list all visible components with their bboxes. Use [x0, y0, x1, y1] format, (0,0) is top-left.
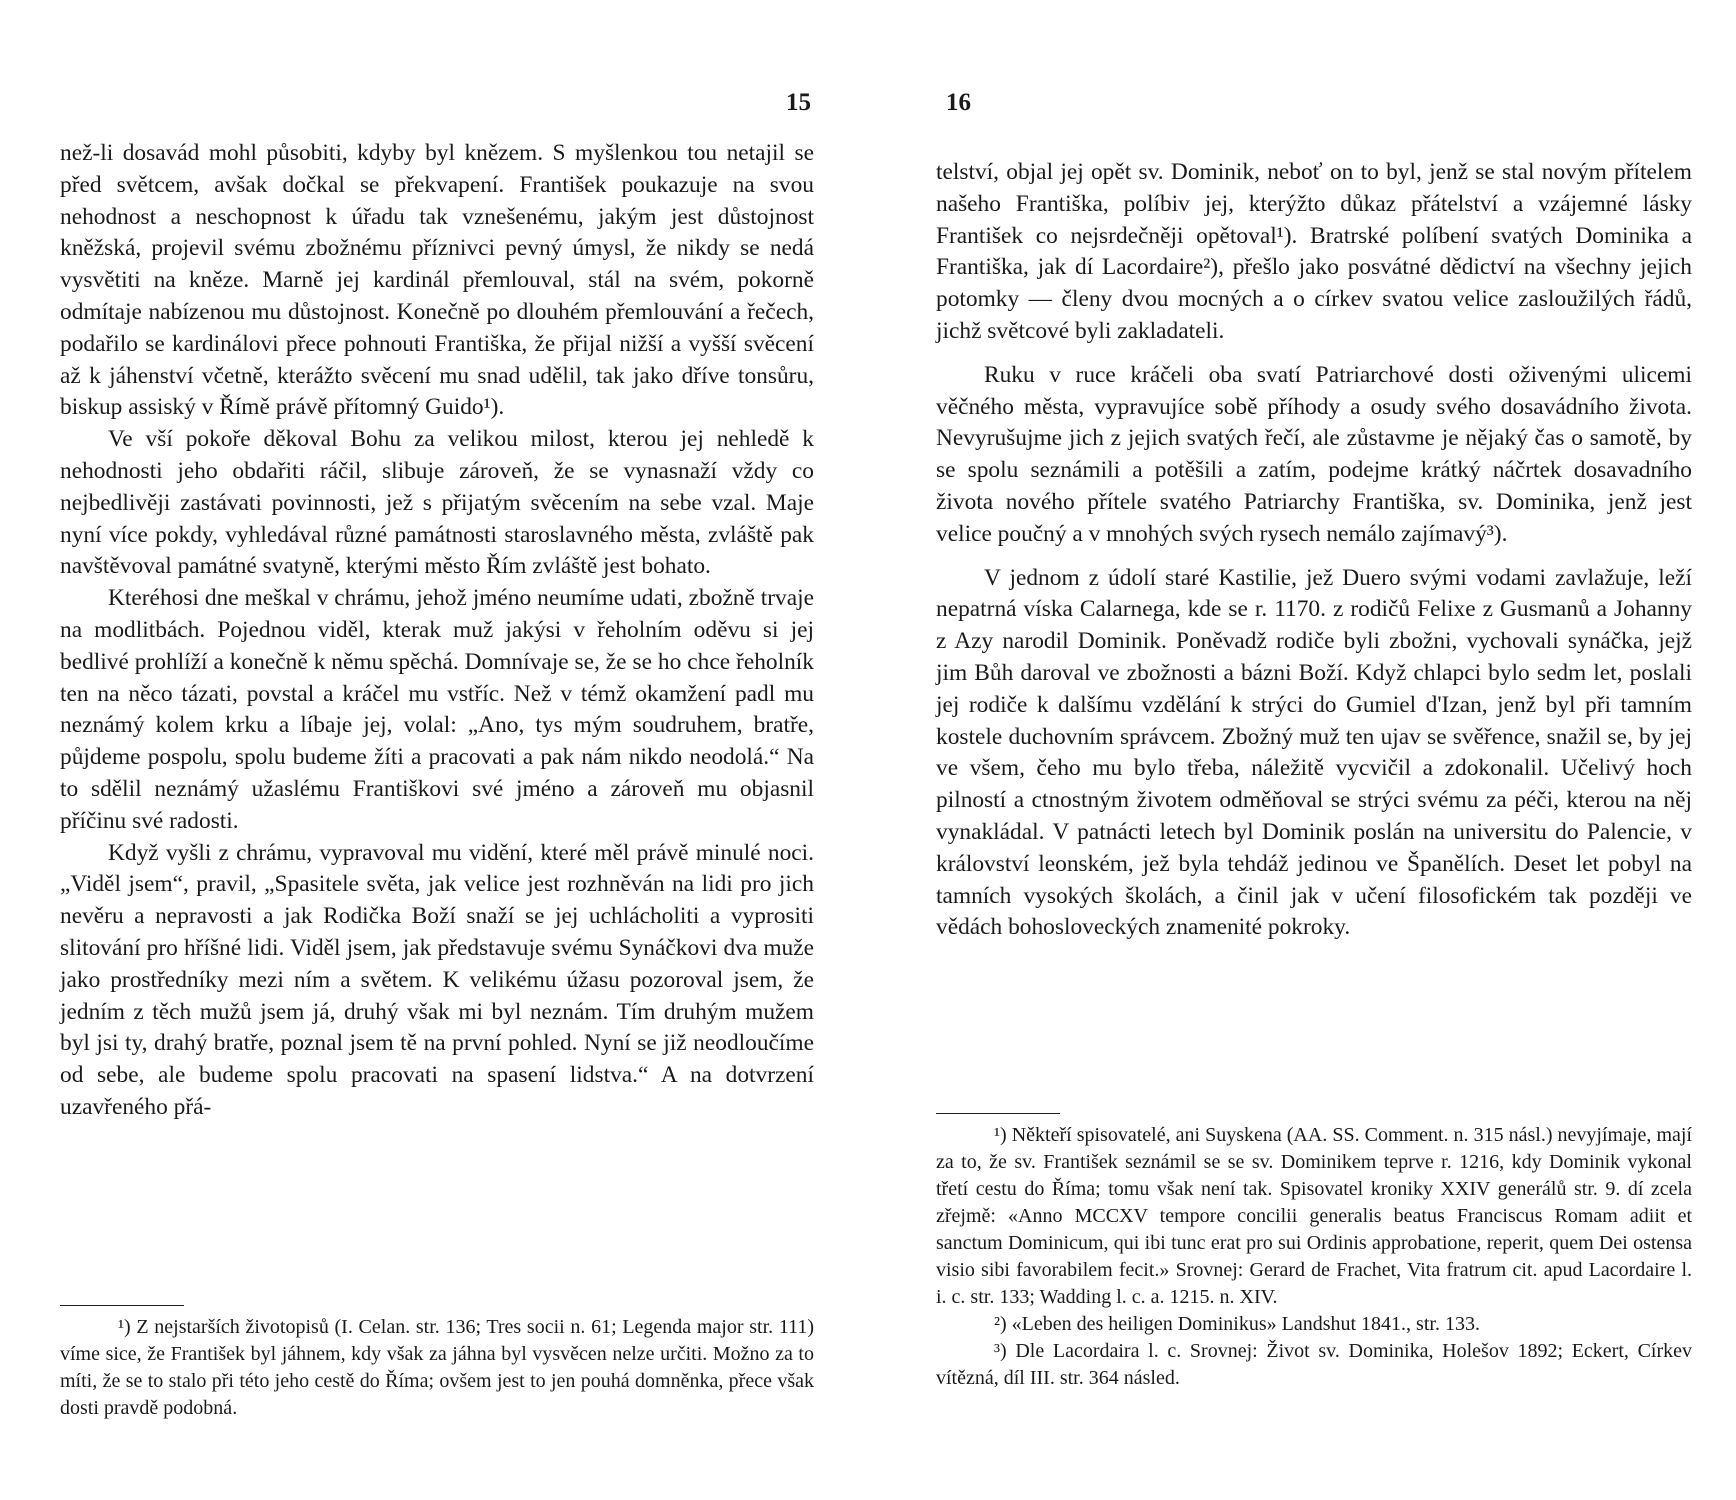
paragraph: telství, objal jej opět sv. Dominik, neboť on to byl, jenž se stal novým přítelem našeho Františka, políbiv jej, kterýžto důkaz přátelství a vzájemné lásky František co nejsrdečněji opětoval¹). Bratrské políbení svatých Dominika a Františka, jak dí Lacordaire²), přešlo jako posvátné dědictví na všechny jejich potomky — členy dvou mocných a o církev svatou velice zasloužilých řádů, jichž světcové byli zakladateli.: [936, 159, 1692, 344]
footnote: ¹) Někteří spisovatelé, ani Suyskena (AA. SS. Comment. n. 315 násl.) nevyjímaje, mají za to, že sv. František seznámil se se sv. Dominikem teprve r. 1216, kdy Dominik vykonal třetí cestu do Říma; tomu však není tak. Spisovatel kroniky XXIV generálů str. 9. dí zcela zřejmě: «Anno MCCXV tempore concilii generalis beatus Franciscus Romam adiit et sanctum Dominicum, qui ibi tunc erat pro sui Ordinis approbatione, reperit, quem Dei ostensa visio sibi favorabilem fecit.» Srovnej: Gerard de Frachet, Vita fratrum cit. apud Lacordaire l. i. c. str. 133; Wadding l. c. a. 1215. n. XIV.: [936, 1124, 1692, 1308]
body-text: [936, 157, 1692, 944]
footnote: ¹) Z nejstarších životopisů (I. Celan. str. 136; Tres socii n. 61; Legenda major str. 111) víme sice, že František byl jáhnem, kdy však za jáhna byl vysvěcen nelze určiti. Možno za to míti, že se to stalo při této jeho cestě do Říma; ovšem jest to jen pouhá domněnka, přece však dosti pravdě podobná.: [60, 1316, 814, 1419]
paragraph: V jednom z údolí staré Kastilie, jež Duero svými vodami zavlažuje, leží nepatrná víska Calarnega, kde se r. 1170. z rodičů Felixe z Gusmanů a Johanny z Azy narodil Dominik. Poněvadž rodiče byli zbožni, vychovali synáčka, jejž jim Bůh daroval ve zbožnosti a bázni Boží. Když chlapci bylo sedm let, poslali jej rodiče k dalšímu vzdělání k strýci do Gumiel d'Izan, jenž byl při tamním kostele duchovním správcem. Zbožný muž ten ujav se svěřence, snažil se, by jej ve všem, čeho mu bylo třeba, náležitě vycvičil a zdokonalil. Učelivý hoch pilností a ctnostným životem odměňoval se strýci svému za péči, kterou na něj vynakládal. V patnácti letech byl Dominik poslán na universitu do Palencie, v království leonském, jež byla tehdáž jedinou ve Španělích. Deset let pobyl na tamních vysokých školách, a činil jak v učení filosofickém tak později ve vědách bohosloveckých znamenité pokroky.: [936, 564, 1692, 941]
paragraph: Kteréhosi dne meškal v chrámu, jehož jméno neumíme udati, zbožně trvaje na modlitbách. Pojednou viděl, kterak muž jakýsi v řeholním oděvu si jej bedlivé prohlíží a konečně k němu spěchá. Domnívaje se, že se ho chce řeholník ten na něco tázati, povstal a kráčel mu vstříc. Než v témž okamžení padl mu neznámý kolem krku a líbaje jej, volal: „Ano, tys mým soudruhem, bratře, půjdeme pospolu, spolu budeme žíti a pracovati a pak nám nikdo neodolá.“ Na to sdělil neznámý užaslému Františkovi své jméno a zároveň mu objasnil příčinu své radosti.: [60, 585, 814, 834]
footnotes: [936, 1122, 1692, 1392]
paragraph: Ruku v ruce kráčeli oba svatí Patriarchové dosti oživenými ulicemi věčného města, vypravujíce sobě příhody a osudy svého dosavádního života. Nevyrušujme jich z jejich svatých řečí, ale zůstavme je nějaký čas o samotě, by se spolu seznámili a potěšili a zatím, podejme krátký náčrtek dosavadního života nového přítele svatého Patriarchy Františka, sv. Dominika, jenž jest velice poučný a v mnohých svých rysech nemálo zajímavý³).: [936, 361, 1692, 547]
body-text: [60, 138, 814, 1124]
footnotes: [60, 1314, 814, 1422]
right-page: [868, 0, 1736, 1500]
footnote: ³) Dle Lacordaira l. c. Srovnej: Život sv. Dominika, Holešov 1892; Eckert, Církev vítězná, díl III. str. 364 násled.: [936, 1340, 1692, 1389]
page-number: 15: [786, 89, 811, 116]
paragraph: Když vyšli z chrámu, vypravoval mu vidění, které měl právě minulé noci. „Viděl jsem“, pravil, „Spasitele světa, jak velice jest rozhněván na lidi pro jich nevěru a nepravosti a jak Rodička Boží snaží se jej uchlácholiti a vyprositi slitování pro hříšné lidi. Viděl jsem, jak představuje svému Synáčkovi dva muže jako prostředníky mezi ním a světem. K velikému úžasu pozoroval jsem, že jedním z těch mužů jsem já, druhý však mi byl neznám. Tím druhým mužem byl jsi ty, drahý bratře, poznal jsem tě na první pohled. Nyní se již neodloučíme od sebe, ale budeme spolu pracovati na spasení lidstva.“ A na dotvrzení uzavřeného přá-: [60, 839, 814, 1120]
footnote-divider: [936, 1113, 1060, 1114]
footnote-divider: [60, 1305, 184, 1306]
footnote: ²) «Leben des heiligen Dominikus» Landshut 1841., str. 133.: [994, 1313, 1480, 1335]
paragraph: než-li dosavád mohl působiti, kdyby byl knězem. S myšlenkou tou netajil se před světcem, avšak dočkal se překvapení. František poukazuje na svou nehodnost a neschopnost k úřadu tak vznešenému, jakým jest důstojnost kněžská, projevil svému zbožnému příznivci pevný úmysl, že nikdy se nedá vysvětiti na kněze. Marně jej kardinál přemlouval, stál na svém, pokorně odmítaje nabízenou mu důstojnost. Konečně po dlouhém přemlouvání a řečech, podařilo se kardinálovi přece pohnouti Františka, že přijal nižší a vyšší svěcení až k jáhenství včetně, kterážto svěcení mu snad udělil, tak jako dříve tonsůru, biskup assiský v Římě právě přítomný Guido¹).: [60, 140, 814, 421]
paragraph: Ve vší pokoře děkoval Bohu za velikou milost, kterou jej nehledě k nehodnosti jeho obdařiti ráčil, slibuje zároveň, že se vynasnaží vždy co nejbedlivěji zastávati povinnosti, jež s přijatým svěcením na sebe vzal. Maje nyní více pokdy, vyhledával různé památnosti staroslavného města, zvláště pak navštěvoval památné svatyně, kterými město Řím zvláště jest bohato.: [60, 426, 814, 580]
page-number: 16: [946, 89, 971, 116]
